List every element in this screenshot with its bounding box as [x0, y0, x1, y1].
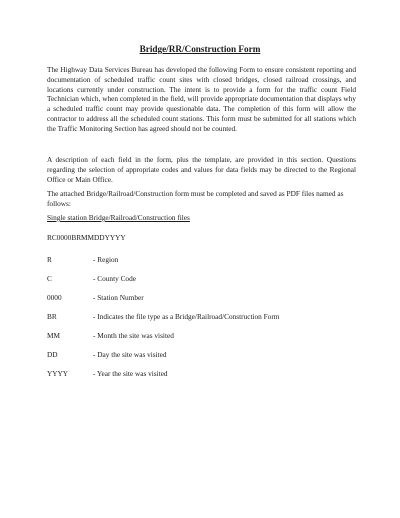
legend-code: MM — [47, 331, 60, 340]
legend-item-month — [47, 331, 357, 350]
legend-item-county — [47, 274, 357, 293]
legend-code: YYYY — [47, 369, 69, 378]
legend-description: - Station Number — [93, 293, 144, 302]
legend-code: C — [47, 274, 52, 283]
legend-description: - Year the site was visited — [93, 369, 168, 378]
legend-code: DD — [47, 350, 58, 359]
legend-code: BR — [47, 312, 57, 321]
page-title: Bridge/RR/Construction Form — [139, 44, 261, 54]
legend-description: - Region — [93, 255, 119, 264]
legend-code: R — [47, 255, 52, 264]
legend-description: - Indicates the file type as a Bridge/Railroad/Construction Form — [93, 312, 280, 321]
intro-paragraph: The Highway Data Services Bureau has developed the following Form to ensure consistent reporting and documentation of scheduled traffic count sites with closed bridges, closed railroad crossings, and locations currently under construction. The intent is to provide a form for the traffic count Field Technician which, when completed in the field, will provide appropriate documentation that displays why a scheduled traffic count may provide questionable data. The completion of this form will allow the contractor to address all the scheduled count stations. This form must be submitted for all stations which the Traffic Monitoring Section has agreed should not be counted. — [47, 65, 356, 133]
legend-description: - Day the site was visited — [93, 350, 167, 359]
legend-description: - Month the site was visited — [93, 331, 174, 340]
description-paragraph: A description of each field in the form, plus the template, are provided in this section. Questions regarding the selection of appropriate codes and values for data fields may be directed to the Regional Office or Main Office. — [47, 155, 356, 184]
legend-item-file-type — [47, 312, 357, 331]
legend-description: - County Code — [93, 274, 136, 283]
legend-code: 0000 — [47, 293, 62, 302]
naming-paragraph: The attached Bridge/Railroad/Construction form must be completed and saved as PDF files named as follows: — [47, 189, 344, 208]
legend-item-region — [47, 255, 357, 274]
section-subheading: Single station Bridge/Railroad/Construction files — [47, 213, 190, 222]
legend-item-day — [47, 350, 357, 369]
legend-item-station — [47, 293, 357, 312]
code-legend-list — [47, 255, 357, 388]
legend-item-year — [47, 369, 357, 388]
filename-pattern: RC0000BRMMDDYYYY — [47, 233, 126, 242]
